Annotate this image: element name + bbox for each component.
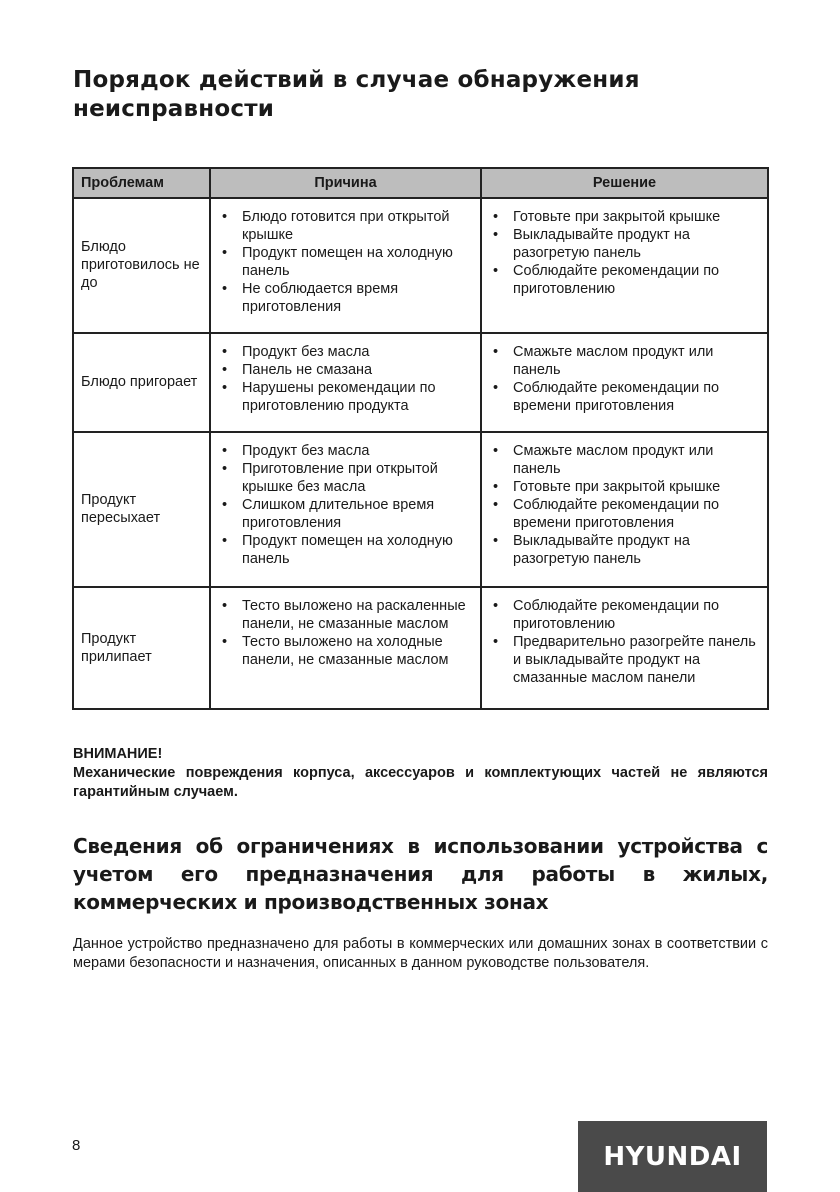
troubleshooting-table	[72, 167, 769, 710]
table-row	[73, 333, 768, 432]
table-row	[73, 587, 768, 709]
list-item: • Соблюдайте рекомендации по приготовлению	[490, 262, 761, 298]
list-item: • Продукт без масла	[219, 343, 474, 361]
list-item: • Тесто выложено на раскаленные панели, не смазанные маслом	[219, 597, 474, 633]
list-item: • Смажьте маслом продукт или панель	[490, 343, 761, 379]
table-row	[73, 198, 768, 333]
list-item: • Соблюдайте рекомендации по приготовлению	[490, 597, 761, 633]
problem-cell: Продукт пересыхает	[73, 432, 210, 587]
cause-cell	[210, 432, 481, 587]
solution-cell	[481, 333, 768, 432]
problem-cell: Блюдо пригорает	[73, 333, 210, 432]
list-item: • Продукт помещен на холодную панель	[219, 244, 474, 280]
column-header-problem: Проблемам	[73, 168, 210, 198]
page-title: Порядок действий в случае обнаружения неисправности	[73, 67, 640, 122]
section-paragraph: Данное устройство предназначено для работы в коммерческих или домашних зонах в соответствии с мерами безопасности и назначения, описанных в данном руководстве пользователя.	[73, 936, 768, 971]
list-item: • Тесто выложено на холодные панели, не смазанные маслом	[219, 633, 474, 669]
list-item: • Готовьте при закрытой крышке	[490, 208, 761, 226]
solution-cell	[481, 198, 768, 333]
list-item: • Приготовление при открытой крышке без масла	[219, 460, 474, 496]
list-item: • Соблюдайте рекомендации по времени приготовления	[490, 496, 761, 532]
problem-cell: Блюдо приготовилось не до	[73, 198, 210, 333]
cause-cell	[210, 333, 481, 432]
list-item: • Выкладывайте продукт на разогретую панель	[490, 226, 761, 262]
solution-cell	[481, 432, 768, 587]
list-item: • Панель не смазана	[219, 361, 474, 379]
list-item: • Готовьте при закрытой крышке	[490, 478, 761, 496]
list-item: • Нарушены рекомендации по приготовлению продукта	[219, 379, 474, 415]
problem-cell: Продукт прилипает	[73, 587, 210, 709]
warning-heading: ВНИМАНИЕ!	[73, 746, 163, 762]
list-item: • Блюдо готовится при открытой крышке	[219, 208, 474, 244]
list-item: • Продукт без масла	[219, 442, 474, 460]
column-header-cause: Причина	[210, 168, 481, 198]
cause-cell	[210, 198, 481, 333]
list-item: • Не соблюдается время приготовления	[219, 280, 474, 316]
warning-text: Механические повреждения корпуса, аксессуаров и комплектующих частей не являются гарантийным случаем.	[73, 765, 768, 800]
page-number: 8	[72, 1137, 81, 1154]
column-header-solution: Решение	[481, 168, 768, 198]
list-item: • Соблюдайте рекомендации по времени приготовления	[490, 379, 761, 415]
warning-block	[73, 745, 768, 802]
brand-logo: HYUNDAI	[578, 1121, 767, 1192]
cause-cell	[210, 587, 481, 709]
list-item: • Выкладывайте продукт на разогретую панель	[490, 532, 761, 568]
table-row	[73, 432, 768, 587]
list-item: • Слишком длительное время приготовления	[219, 496, 474, 532]
solution-cell	[481, 587, 768, 709]
list-item: • Предварительно разогрейте панель и выкладывайте продукт на смазанные маслом панели	[490, 633, 761, 687]
list-item: • Продукт помещен на холодную панель	[219, 532, 474, 568]
table-header-row	[73, 168, 768, 198]
list-item: • Смажьте маслом продукт или панель	[490, 442, 761, 478]
section-title: Сведения об ограничениях в использовании устройства с учетом его предназначения для работы в жилых, коммерческих и производственных зонах	[73, 834, 768, 914]
